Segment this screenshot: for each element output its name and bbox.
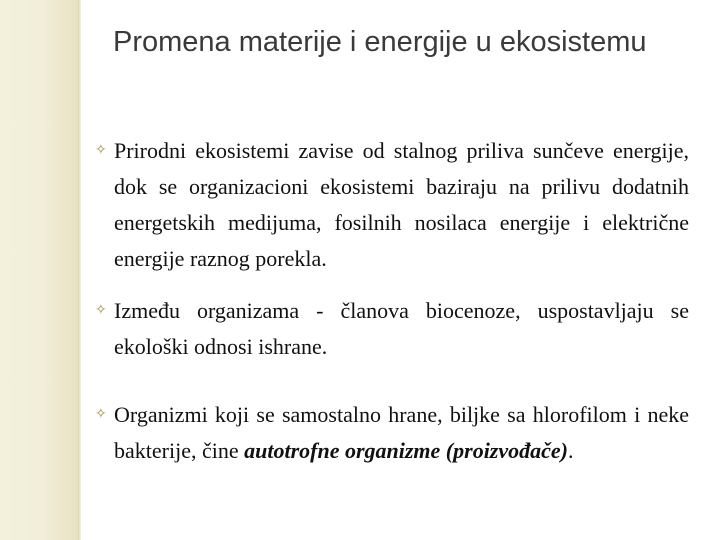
bullet-marker-icon: ✧ — [95, 303, 107, 318]
bullet-text-end: . — [568, 438, 574, 463]
bullet-item — [95, 397, 689, 469]
slide-title: Promena materije i energije u ekosistemu — [113, 26, 647, 58]
bullet-text: Između organizama - članova biocenoze, uspostavljaju se ekološki odnosi ishrane. — [114, 298, 689, 359]
emphasized-term: autotrofne organizme (proizvođače) — [244, 438, 568, 463]
bullet-marker-icon: ✧ — [95, 407, 107, 422]
bullet-item — [95, 133, 689, 277]
bullet-list — [95, 133, 689, 469]
bullet-marker-icon: ✧ — [95, 143, 107, 158]
bullet-item — [95, 293, 689, 365]
decorative-band-edge — [78, 0, 81, 540]
bullet-text: Organizmi koji se samostalno hrane, biljke sa hlorofilom i neke bakterije, čine — [114, 402, 689, 463]
bullet-text: Prirodni ekosistemi zavise od stalnog priliva sunčeve energije, dok se organizacioni ekosistemi baziraju na prilivu dodatnih energetskih medijuma, fosilnih nosilaca energije i električne energije raznog porekla. — [114, 138, 689, 271]
decorative-left-band — [0, 0, 78, 540]
